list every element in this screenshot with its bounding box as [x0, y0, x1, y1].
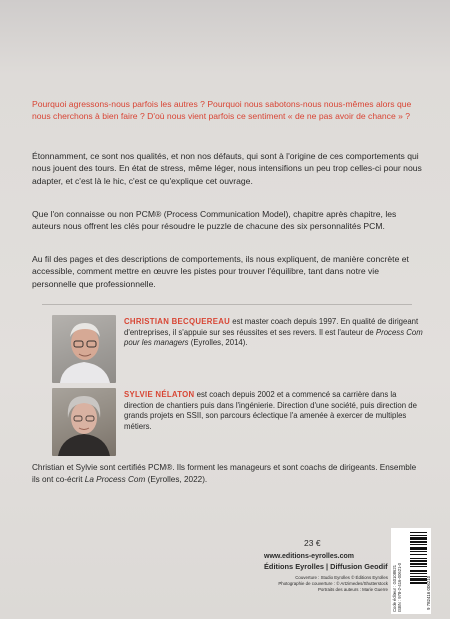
credit-line: Couverture : Studio Eyrolles © Éditions Eyrolles [295, 575, 388, 580]
intro-paragraph-4: Au fil des pages et des descriptions de comportements, ils nous expliquent, de manière concrète et accessible, comment mettre en œuvre les pistes pour trouver l'équilibre, tant dans notre vie personnelle que professionnelle. [32, 254, 409, 289]
price: 23 € [304, 538, 321, 548]
authors-joint-note [32, 462, 424, 486]
intro-paragraph-3: Que l'on connaisse ou non PCM® (Process Communication Model), chapitre après chapitre, les auteurs nous offrent les clés pour résoudre le puzzle de chacune des six personnalités PCM. [32, 209, 397, 232]
credit-line: Photographie de couverture : © Artzimedes/Shutterstock [278, 581, 388, 587]
portrait-christian-icon [52, 315, 116, 383]
author-name: CHRISTIAN BECQUEREAU [124, 317, 231, 326]
book-title: Process Com pour les managers [124, 327, 423, 348]
joint-note-text: Christian et Sylvie sont certifiés PCM®. Ils forment les manageurs et sont coachs de dirigeants. Ensemble ils ont co-écrit [32, 463, 417, 484]
cover-credits [258, 575, 388, 594]
author-portrait-christian [52, 315, 116, 383]
isbn-block [393, 532, 407, 612]
ean-number: 9 782416 006210 [426, 575, 431, 610]
joint-note-end: (Eyrolles, 2022). [145, 475, 208, 484]
intro-paragraph-2: Étonnamment, ce sont nos qualités, et non nos défauts, qui sont à l'origine de ces comportements qui nous jouent des tours. En état de stress, même léger, nous intensifions un peu trop celles-ci pour nous adapter, et c'est là le hic, c'est ce qu'explique cet ouvrage. [32, 151, 422, 186]
author-bio-sylvie [124, 390, 424, 432]
barcode-icon [410, 532, 427, 604]
publisher-name: Éditions Eyrolles | Diffusion Geodif [264, 562, 388, 571]
author-bio-text-end: (Eyrolles, 2014). [188, 338, 248, 348]
joint-book-title: La Process Com [84, 475, 146, 484]
intro-lead-paragraph: Pourquoi agressons-nous parfois les autres ? Pourquoi nous sabotons-nous nous-mêmes alors que nous cherchons à bien faire ? D'où nous vient parfois ce sentiment « de ne pas avoir de chance » ? [32, 99, 412, 122]
section-divider [42, 304, 412, 305]
author-portrait-sylvie [52, 388, 116, 456]
author-bio-christian [124, 317, 424, 349]
author-bio-text: est master coach depuis 1997. En qualité de dirigeant d'entreprises, il s'appuie sur ses réussites et ses revers. Il est l'auteur de [124, 317, 419, 337]
author-name: SYLVIE NÉLATON [124, 390, 195, 399]
isbn-number: ISBN : 978-2-416-00621-0 [396, 562, 402, 612]
author-bio-text: est coach depuis 2002 et a commencé sa carrière dans la direction de chantiers puis dans l'ingénierie. Direction d'une société, puis direction de grands projets en SSII, son parcours éclectique l'a amenée à exercer de multiples métiers. [124, 390, 417, 431]
portrait-sylvie-icon [52, 388, 116, 456]
publisher-code: Code éditeur : G0108621 [392, 564, 397, 612]
publisher-website: www.editions-eyrolles.com [264, 553, 354, 560]
credit-line: Portraits des auteurs : Marie Guerre [317, 587, 388, 593]
